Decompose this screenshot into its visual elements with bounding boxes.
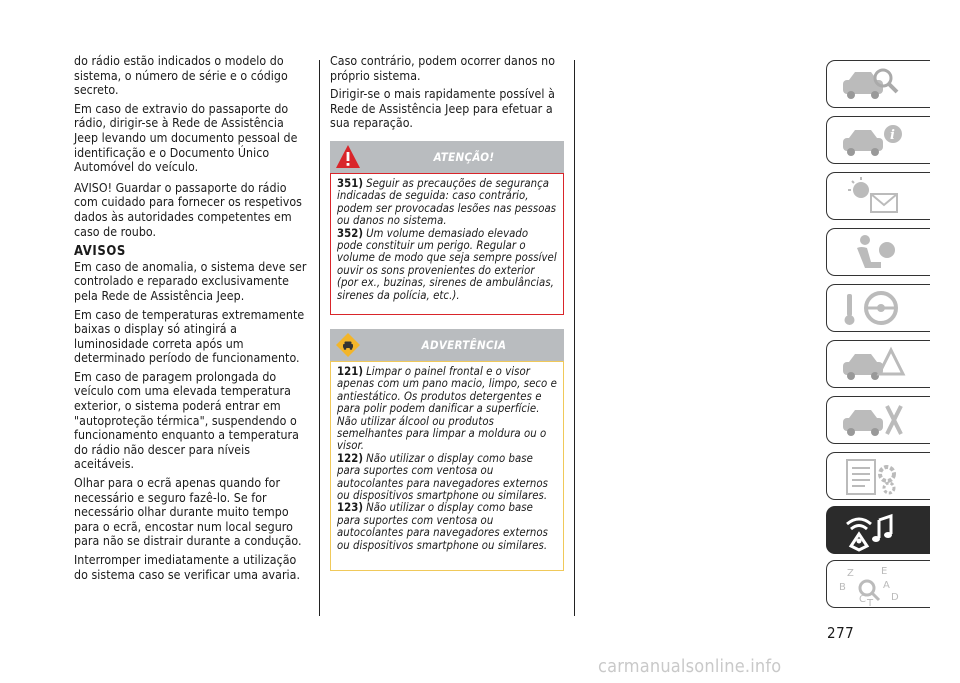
svg-text:i: i xyxy=(890,128,895,143)
car-warning-icon xyxy=(837,344,917,386)
item-number: 351) xyxy=(337,176,364,190)
seat-airbag-icon xyxy=(837,232,917,274)
item-number: 352) xyxy=(337,226,364,240)
tab-driving[interactable] xyxy=(826,284,930,332)
item-text: Um volume demasiado elevado pode constituir um perigo. Regular o volume de modo que seja sempre possível ouvir os sons provenientes do exterior (por ex., buzinas, sirenes de ambulâncias, sirenes da polícia, etc.). xyxy=(337,226,557,302)
tab-index[interactable] xyxy=(826,560,930,608)
item-text: Não utilizar o display como base para suportes com ventosa ou autocolantes para navegadores externos ou dispositivos smartphone ou similares. xyxy=(337,501,549,552)
list-item xyxy=(337,178,557,228)
paragraph: AVISO! Guardar o passaporte do rádio com cuidado para fornecer os respetivos dados às autoridades competentes em caso de roubo. xyxy=(74,180,302,239)
paragraph: Interromper imediatamente a utilização do sistema caso se verificar uma avaria. xyxy=(74,553,301,582)
list-item xyxy=(337,228,557,302)
item-number: 123) xyxy=(337,501,364,515)
index-letter: Z xyxy=(847,568,854,579)
list-item xyxy=(337,502,557,552)
paragraph: Em caso de anomalia, o sistema deve ser controlado e reparado exclusivamente pela Rede de Assistência Jeep. xyxy=(74,259,307,303)
watermark: carmanualsonline.info xyxy=(598,656,782,677)
tab-maintenance[interactable] xyxy=(826,396,930,444)
list-item xyxy=(337,366,557,453)
paragraph: Olhar para o ecrã apenas quando for necessário e seguro fazê-lo. Se for necessário olhar durante muito tempo para o ecrã, encostar num local seguro para não se distrair durante a condução. xyxy=(74,476,302,549)
item-number: 121) xyxy=(337,364,364,378)
tab-car-search[interactable] xyxy=(826,60,930,108)
advertencia-banner xyxy=(330,329,564,361)
index-letter: B xyxy=(839,582,846,593)
alphabet-index-icon xyxy=(837,564,917,608)
item-text: Limpar o painel frontal e o visor apenas com um pano macio, limpo, seco e antiestático. Os produtos detergentes e para polir podem danificar a superfície. Não utilizar álcool ou produtos semelhantes para limpar a moldura ou o visor. xyxy=(337,364,557,453)
section-heading: AVISOS xyxy=(74,244,126,260)
tab-safety[interactable] xyxy=(826,228,930,276)
index-letter: D xyxy=(891,592,899,603)
advertencia-title: ADVERTÊNCIA xyxy=(421,337,507,352)
tab-emergency[interactable] xyxy=(826,340,930,388)
index-letter: E xyxy=(881,566,888,577)
item-text: Não utilizar o display como base para suportes com ventosa ou autocolantes para navegadores externos ou dispositivos smartphone ou similares. xyxy=(337,451,549,503)
paragraph: Em caso de extravio do passaporte do rádio, dirigir-se à Rede de Assistência Jeep levando um documento pessoal de identificação e o Documento Único Automóvel do veículo. xyxy=(74,101,298,175)
car-info-icon xyxy=(837,120,917,162)
car-tools-icon xyxy=(837,400,917,442)
column-divider xyxy=(319,60,320,616)
paragraph: Em caso de temperaturas extremamente baixas o display só atingirá a luminosidade correta após um determinado período de funcionamento. xyxy=(74,307,305,366)
paragraph: Caso contrário, podem ocorrer danos no próprio sistema. xyxy=(330,54,556,83)
steering-wheel-icon xyxy=(837,288,917,330)
warning-box xyxy=(330,173,564,315)
index-letter: T xyxy=(867,598,874,608)
document-gear-icon xyxy=(837,456,917,498)
tab-multimedia[interactable] xyxy=(826,506,930,554)
list-item xyxy=(337,453,557,503)
car-search-icon xyxy=(837,64,917,106)
left-column xyxy=(74,54,310,586)
tab-technical-data[interactable] xyxy=(826,452,930,500)
page-number: 277 xyxy=(827,624,855,642)
tab-lights-messages[interactable] xyxy=(826,172,930,220)
item-text: Seguir as precauções de segurança indicadas de seguida: caso contrário, podem ser provocadas lesões nas pessoas ou danos no sistema. xyxy=(337,176,557,228)
warning-title: ATENÇÃO! xyxy=(433,149,495,164)
item-number: 122) xyxy=(337,451,364,465)
multimedia-icon xyxy=(837,510,917,552)
lights-envelope-icon xyxy=(837,176,917,218)
paragraph: Dirigir-se o mais rapidamente possível à Rede de Assistência Jeep para efetuar a sua reparação. xyxy=(330,87,555,131)
tab-car-info[interactable] xyxy=(826,116,930,164)
advertencia-box xyxy=(330,361,564,571)
index-letter: C xyxy=(859,594,866,605)
warning-banner xyxy=(330,141,564,173)
column-divider xyxy=(574,60,575,616)
index-letter: A xyxy=(883,580,890,591)
paragraph: Em caso de paragem prolongada do veículo com uma elevada temperatura exterior, o sistema poderá entrar em "autoproteção térmica", suspendendo o funcionamento enquanto a temperatura do rádio não descer para níveis aceitáveis. xyxy=(74,369,299,472)
middle-column xyxy=(330,54,564,571)
paragraph: do rádio estão indicados o modelo do sistema, o número de série e o código secreto. xyxy=(74,54,288,98)
